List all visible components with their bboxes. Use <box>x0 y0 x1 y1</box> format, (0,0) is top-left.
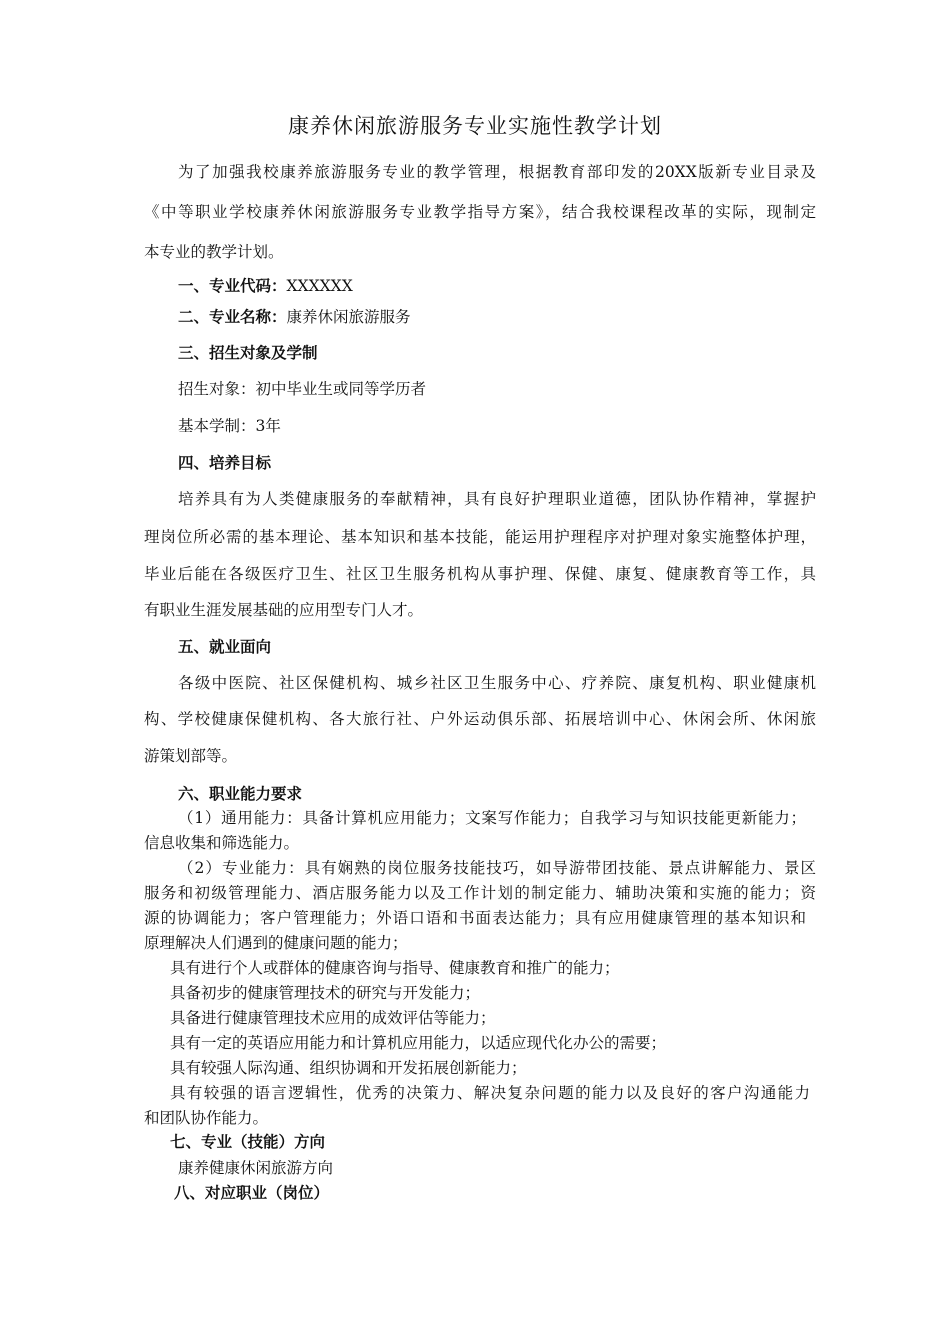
section-5-heading: 五、就业面向 <box>178 638 272 656</box>
ability-line-9: 具备进行健康管理技术应用的成效评估等能力； <box>170 1009 496 1027</box>
ability-line-13: 和团队协作能力。 <box>144 1109 269 1127</box>
ability-line-10: 具有一定的英语应用能力和计算机应用能力，以适应现代化办公的需要； <box>170 1034 667 1052</box>
intro-line-2: 《中等职业学校康养休闲旅游服务专业教学指导方案》，结合我校课程改革的实际，现制定 <box>144 203 816 221</box>
major-code-value: XXXXXX <box>286 277 353 295</box>
ability-line-12: 具有较强的语言逻辑性，优秀的决策力、解决复杂问题的能力以及良好的客户沟通能力 <box>170 1084 810 1102</box>
major-name-label: 二、专业名称： <box>178 308 287 326</box>
ability-line-4: 服务和初级管理能力、酒店服务能力以及工作计划的制定能力、辅助决策和实施的能力；资 <box>144 884 816 902</box>
goal-line-2: 理岗位所必需的基本理论、基本知识和基本技能，能运用护理程序对护理对象实施整体护理， <box>144 528 816 546</box>
section-6-heading: 六、职业能力要求 <box>178 785 303 803</box>
ability-line-5: 源的协调能力；客户管理能力；外语口语和书面表达能力；具有应用健康管理的基本知识和 <box>144 909 806 927</box>
ability-line-3: （2）专业能力：具有娴熟的岗位服务技能技巧，如导游带团技能、景点讲解能力、景区 <box>178 859 816 877</box>
section-8-heading: 八、对应职业（岗位） <box>174 1184 330 1202</box>
employment-line-3: 游策划部等。 <box>144 747 238 765</box>
ability-line-7: 具有进行个人或群体的健康咨询与指导、健康教育和推广的能力； <box>170 959 620 977</box>
section-1 <box>178 276 353 296</box>
goal-line-3: 毕业后能在各级医疗卫生、社区卫生服务机构从事护理、保健、康复、健康教育等工作，具 <box>144 565 816 583</box>
section-2 <box>178 307 411 327</box>
ability-line-8: 具备初步的健康管理技术的研究与开发能力； <box>170 984 481 1002</box>
major-name-value: 康养休闲旅游服务 <box>286 308 411 326</box>
intro-line-3: 本专业的教学计划。 <box>144 243 284 261</box>
ability-line-6: 原理解决人们遇到的健康问题的能力； <box>144 934 408 952</box>
major-code-label: 一、专业代码： <box>178 277 287 295</box>
ability-line-2: 信息收集和筛选能力。 <box>144 834 300 852</box>
employment-line-1: 各级中医院、社区保健机构、城乡社区卫生服务中心、疗养院、康复机构、职业健康机 <box>178 674 816 692</box>
enrollment-line: 招生对象：初中毕业生或同等学历者 <box>178 380 427 398</box>
section-3-heading: 三、招生对象及学制 <box>178 344 318 362</box>
intro-line-1: 为了加强我校康养旅游服务专业的教学管理，根据教育部印发的20XX版新专业目录及 <box>178 163 816 181</box>
direction-line: 康养健康休闲旅游方向 <box>178 1159 334 1177</box>
ability-line-1: （1）通用能力：具备计算机应用能力；文案写作能力；自我学习与知识技能更新能力； <box>178 809 806 827</box>
ability-line-11: 具有较强人际沟通、组织协调和开发拓展创新能力； <box>170 1059 527 1077</box>
duration-line: 基本学制：3年 <box>178 417 281 435</box>
goal-line-4: 有职业生涯发展基础的应用型专门人才。 <box>144 601 424 619</box>
employment-line-2: 构、学校健康保健机构、各大旅行社、户外运动俱乐部、拓展培训中心、休闲会所、休闲旅 <box>144 710 816 728</box>
goal-line-1: 培养具有为人类健康服务的奉献精神，具有良好护理职业道德，团队协作精神，掌握护 <box>178 490 816 508</box>
section-4-heading: 四、培养目标 <box>178 454 272 472</box>
section-7-heading: 七、专业（技能）方向 <box>170 1133 326 1151</box>
document-title: 康养休闲旅游服务专业实施性教学计划 <box>288 114 662 138</box>
